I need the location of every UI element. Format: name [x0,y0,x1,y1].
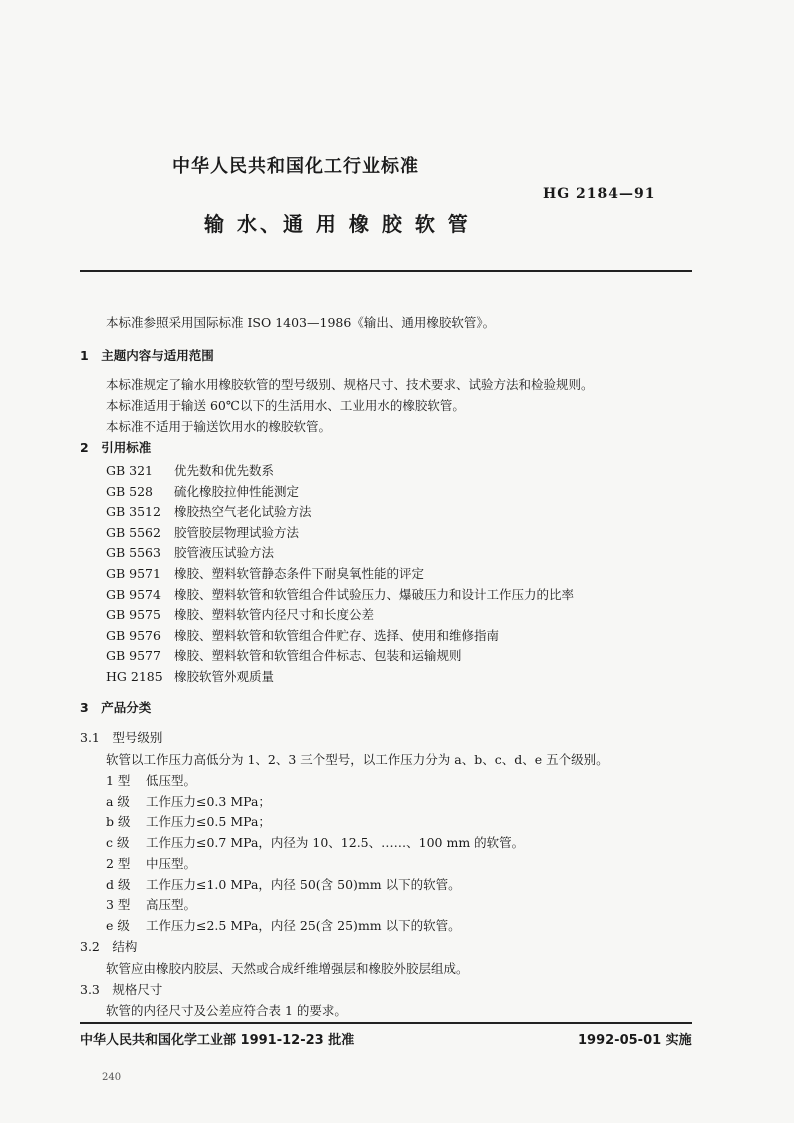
reference-item [106,667,274,687]
class-label: 1 型 [106,773,131,788]
section-1-heading: 1 主题内容与适用范围 [80,348,214,363]
reference-title: 橡胶、塑料软管静态条件下耐臭氧性能的评定 [174,566,425,581]
reference-title: 胶管液压试验方法 [174,545,275,561]
section-3-1-heading: 3.1 型号级别 [80,730,163,745]
reference-title: 胶管胶层物理试验方法 [174,524,300,540]
class-label: b 级 [106,814,131,830]
section-2-heading: 2 引用标准 [80,440,152,455]
section-3-3-text: 软管的内径尺寸及公差应符合表 1 的要求。 [106,1003,347,1018]
org-title: 中华人民共和国化工行业标准 [172,156,419,177]
class-item [106,812,271,830]
class-label: a 级 [106,793,130,809]
reference-item [106,502,312,522]
reference-code: GB 5563 [106,545,161,561]
class-item [106,792,271,810]
reference-item [106,646,462,666]
effective-date: 1992-05-01 实施 [578,1033,692,1048]
reference-code: GB 9577 [106,648,161,664]
class-item [106,854,196,872]
reference-code: GB 9575 [106,607,161,623]
reference-code: GB 321 [106,463,154,478]
footer-rule [80,1022,692,1024]
header-rule [80,270,692,272]
reference-code: GB 5562 [106,524,161,540]
class-label: d 级 [106,876,131,892]
reference-code: GB 528 [106,483,154,499]
reference-item [106,585,574,605]
section-3-1-intro: 软管以工作压力高低分为 1、2、3 三个型号，以工作压力分为 a、b、c、d、e 五个级别。 [106,752,609,767]
reference-title: 优先数和优先数系 [174,463,275,478]
class-text: 低压型。 [146,773,197,788]
section-1-line: 本标准规定了输水用橡胶软管的型号级别、规格尺寸、技术要求、试验方法和检验规则。 [106,377,594,392]
reference-code: HG 2185 [106,669,163,684]
reference-code: GB 9571 [106,566,161,581]
standard-code: HG 2184—91 [543,186,656,202]
reference-item [106,461,274,481]
class-item [106,833,524,851]
class-item [106,875,461,893]
reference-title: 橡胶热空气老化试验方法 [174,504,312,520]
reference-title: 橡胶软管外观质量 [174,669,275,684]
class-item [106,895,196,913]
reference-code: GB 3512 [106,504,161,520]
reference-item [106,605,374,625]
class-label: 3 型 [106,897,131,913]
section-1-line: 本标准适用于输送 60℃以下的生活用水、工业用水的橡胶软管。 [106,398,465,413]
class-text: 工作压力≤2.5 MPa，内径 25(含 25)mm 以下的软管。 [146,917,461,933]
class-text: 工作压力≤0.7 MPa，内径为 10、12.5、……、100 mm 的软管。 [146,835,525,851]
class-label: c 级 [106,835,130,851]
page-number: 240 [102,1072,122,1083]
section-3-heading: 3 产品分类 [80,700,152,715]
class-text: 工作压力≤0.3 MPa； [146,793,271,809]
class-item [106,916,461,934]
reference-title: 硫化橡胶拉伸性能测定 [174,483,300,499]
class-label: e 级 [106,917,130,933]
section-3-2-heading: 3.2 结构 [80,939,138,954]
approval-info: 中华人民共和国化学工业部 1991-12-23 批准 [80,1033,355,1048]
reference-item [106,482,299,502]
class-text: 工作压力≤1.0 MPa，内径 50(含 50)mm 以下的软管。 [146,876,461,892]
reference-title: 橡胶、塑料软管和软管组合件试验压力、爆破压力和设计工作压力的比率 [174,586,575,602]
reference-title: 橡胶、塑料软管内径尺寸和长度公差 [174,607,375,623]
class-text: 工作压力≤0.5 MPa； [146,814,271,830]
reference-item [106,543,274,563]
reference-item [106,626,499,646]
reference-title: 橡胶、塑料软管和软管组合件标志、包装和运输规则 [174,648,462,664]
reference-item [106,564,424,584]
section-3-2-text: 软管应由橡胶内胶层、天然或合成纤维增强层和橡胶外胶层组成。 [106,961,469,976]
reference-code: GB 9576 [106,627,161,643]
reference-title: 橡胶、塑料软管和软管组合件贮存、选择、使用和维修指南 [174,627,500,643]
class-text: 中压型。 [146,855,197,871]
section-1-line: 本标准不适用于输送饮用水的橡胶软管。 [106,419,332,434]
section-3-3-heading: 3.3 规格尺寸 [80,982,163,997]
class-label: 2 型 [106,855,131,871]
document-title: 输 水、通 用 橡 胶 软 管 [204,212,471,236]
reference-code: GB 9574 [106,586,161,602]
class-text: 高压型。 [146,897,197,913]
reference-item [106,523,299,543]
intro-text: 本标准参照采用国际标准 ISO 1403—1986《输出、通用橡胶软管》。 [106,315,496,330]
class-item [106,771,196,789]
